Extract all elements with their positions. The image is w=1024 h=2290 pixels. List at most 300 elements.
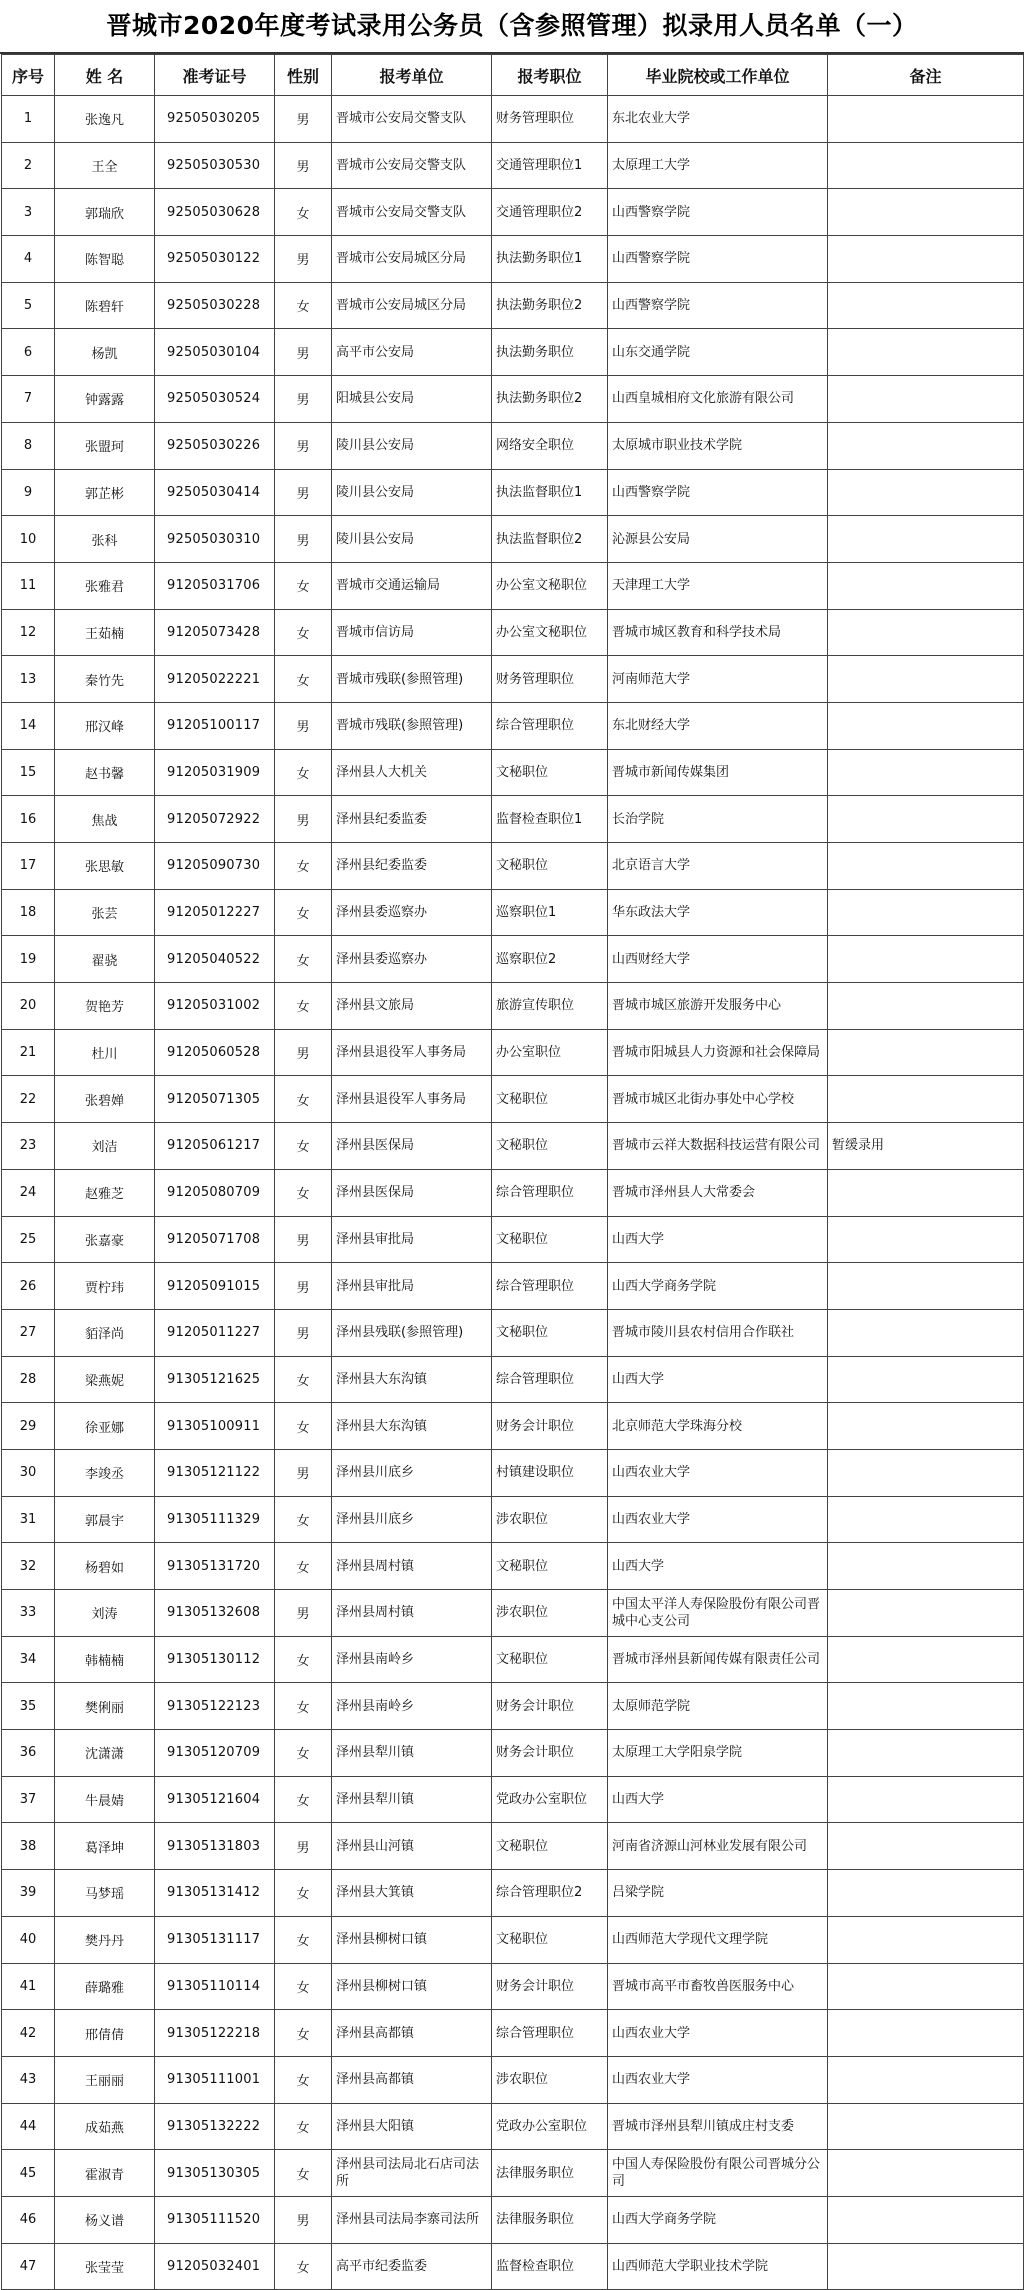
cell-school-or-employer: 晋城市云祥大数据科技运营有限公司 <box>608 1123 828 1170</box>
cell-gender: 男 <box>275 1823 332 1870</box>
cell-gender: 女 <box>275 656 332 703</box>
cell-name: 张嘉豪 <box>55 1216 155 1263</box>
cell-position: 法律服务职位 <box>492 2150 608 2197</box>
table-row <box>2 562 1024 609</box>
cell-unit: 晋城市公安局城区分局 <box>332 282 492 329</box>
cell-remarks <box>828 1683 1024 1730</box>
cell-gender: 女 <box>275 1076 332 1123</box>
cell-gender: 女 <box>275 1169 332 1216</box>
cell-gender: 女 <box>275 1636 332 1683</box>
cell-school-or-employer: 太原理工大学 <box>608 142 828 189</box>
header-school-or-employer: 毕业院校或工作单位 <box>608 55 828 96</box>
cell-name: 韩楠楠 <box>55 1636 155 1683</box>
cell-school-or-employer: 山西农业大学 <box>608 1496 828 1543</box>
cell-remarks <box>828 1356 1024 1403</box>
cell-school-or-employer: 晋城市高平市畜牧兽医服务中心 <box>608 1963 828 2010</box>
table-row <box>2 2243 1024 2290</box>
cell-position: 财务会计职位 <box>492 1403 608 1450</box>
cell-name: 梁燕妮 <box>55 1356 155 1403</box>
cell-school-or-employer: 山西大学 <box>608 1216 828 1263</box>
cell-name: 杜川 <box>55 1029 155 1076</box>
cell-position: 执法勤务职位 <box>492 329 608 376</box>
cell-position: 文秘职位 <box>492 749 608 796</box>
cell-unit: 泽州县川底乡 <box>332 1496 492 1543</box>
cell-exam-id: 91205031909 <box>155 749 275 796</box>
cell-name: 樊丹丹 <box>55 1916 155 1963</box>
cell-remarks <box>828 1029 1024 1076</box>
cell-exam-id: 91205012227 <box>155 889 275 936</box>
cell-position: 综合管理职位2 <box>492 1870 608 1917</box>
cell-position: 涉农职位 <box>492 1496 608 1543</box>
cell-exam-id: 91305111001 <box>155 2056 275 2103</box>
table-row <box>2 1216 1024 1263</box>
cell-index: 38 <box>2 1823 55 1870</box>
table-row <box>2 282 1024 329</box>
cell-index: 23 <box>2 1123 55 1170</box>
cell-name: 霍淑青 <box>55 2150 155 2197</box>
cell-index: 36 <box>2 1730 55 1777</box>
cell-school-or-employer: 山东交通学院 <box>608 329 828 376</box>
cell-index: 18 <box>2 889 55 936</box>
cell-index: 45 <box>2 2150 55 2197</box>
cell-remarks <box>828 656 1024 703</box>
cell-name: 焦战 <box>55 796 155 843</box>
cell-name: 樊俐丽 <box>55 1683 155 1730</box>
cell-school-or-employer: 山西财经大学 <box>608 936 828 983</box>
cell-exam-id: 91205090730 <box>155 843 275 890</box>
cell-index: 5 <box>2 282 55 329</box>
cell-name: 张莹莹 <box>55 2243 155 2290</box>
header-remarks: 备注 <box>828 55 1024 96</box>
cell-index: 41 <box>2 1963 55 2010</box>
table-row <box>2 189 1024 236</box>
cell-gender: 女 <box>275 1496 332 1543</box>
cell-unit: 陵川县公安局 <box>332 516 492 563</box>
cell-gender: 女 <box>275 889 332 936</box>
cell-unit: 泽州县柳树口镇 <box>332 1916 492 1963</box>
table-row <box>2 2103 1024 2150</box>
table-row <box>2 1683 1024 1730</box>
table-row <box>2 1123 1024 1170</box>
table-header <box>2 55 1024 96</box>
cell-remarks <box>828 1590 1024 1637</box>
cell-school-or-employer: 晋城市阳城县人力资源和社会保障局 <box>608 1029 828 1076</box>
cell-remarks <box>828 236 1024 283</box>
cell-exam-id: 91205011227 <box>155 1309 275 1356</box>
cell-position: 综合管理职位 <box>492 2010 608 2057</box>
cell-school-or-employer: 太原城市职业技术学院 <box>608 422 828 469</box>
header-name: 姓 名 <box>55 55 155 96</box>
cell-unit: 泽州县人大机关 <box>332 749 492 796</box>
cell-gender: 女 <box>275 1123 332 1170</box>
table-row <box>2 983 1024 1030</box>
cell-school-or-employer: 长治学院 <box>608 796 828 843</box>
cell-unit: 泽州县山河镇 <box>332 1823 492 1870</box>
cell-index: 29 <box>2 1403 55 1450</box>
cell-gender: 女 <box>275 1403 332 1450</box>
cell-name: 邢汉峰 <box>55 702 155 749</box>
cell-position: 执法监督职位2 <box>492 516 608 563</box>
cell-position: 法律服务职位 <box>492 2196 608 2243</box>
cell-exam-id: 91305132608 <box>155 1590 275 1637</box>
cell-gender: 男 <box>275 422 332 469</box>
cell-index: 10 <box>2 516 55 563</box>
cell-remarks <box>828 1169 1024 1216</box>
cell-gender: 女 <box>275 282 332 329</box>
cell-gender: 男 <box>275 1216 332 1263</box>
cell-remarks <box>828 983 1024 1030</box>
cell-remarks <box>828 282 1024 329</box>
cell-exam-id: 92505030628 <box>155 189 275 236</box>
cell-name: 沈潇潇 <box>55 1730 155 1777</box>
cell-index: 34 <box>2 1636 55 1683</box>
cell-gender: 男 <box>275 376 332 423</box>
cell-unit: 泽州县审批局 <box>332 1216 492 1263</box>
cell-name: 刘洁 <box>55 1123 155 1170</box>
cell-exam-id: 91305132222 <box>155 2103 275 2150</box>
cell-name: 邢倩倩 <box>55 2010 155 2057</box>
cell-gender: 女 <box>275 843 332 890</box>
cell-remarks <box>828 329 1024 376</box>
cell-name: 刘涛 <box>55 1590 155 1637</box>
header-index: 序号 <box>2 55 55 96</box>
cell-exam-id: 92505030122 <box>155 236 275 283</box>
cell-exam-id: 92505030530 <box>155 142 275 189</box>
cell-gender: 女 <box>275 562 332 609</box>
cell-position: 执法勤务职位2 <box>492 376 608 423</box>
cell-exam-id: 91305121122 <box>155 1449 275 1496</box>
cell-remarks <box>828 2243 1024 2290</box>
cell-unit: 晋城市公安局城区分局 <box>332 236 492 283</box>
cell-remarks <box>828 889 1024 936</box>
cell-remarks <box>828 1309 1024 1356</box>
cell-school-or-employer: 山西农业大学 <box>608 2056 828 2103</box>
cell-school-or-employer: 太原理工大学阳泉学院 <box>608 1730 828 1777</box>
cell-unit: 晋城市公安局交警支队 <box>332 142 492 189</box>
cell-gender: 男 <box>275 1263 332 1310</box>
cell-gender: 女 <box>275 2056 332 2103</box>
cell-school-or-employer: 山西警察学院 <box>608 469 828 516</box>
cell-exam-id: 91205071708 <box>155 1216 275 1263</box>
header-gender: 性别 <box>275 55 332 96</box>
cell-unit: 泽州县犁川镇 <box>332 1776 492 1823</box>
cell-index: 2 <box>2 142 55 189</box>
cell-remarks <box>828 2150 1024 2197</box>
table-row <box>2 936 1024 983</box>
cell-index: 33 <box>2 1590 55 1637</box>
cell-name: 郭瑞欣 <box>55 189 155 236</box>
header-exam-id: 准考证号 <box>155 55 275 96</box>
cell-position: 财务会计职位 <box>492 1963 608 2010</box>
cell-school-or-employer: 晋城市泽州县新闻传媒有限责任公司 <box>608 1636 828 1683</box>
cell-unit: 泽州县周村镇 <box>332 1543 492 1590</box>
cell-gender: 女 <box>275 936 332 983</box>
cell-name: 杨碧如 <box>55 1543 155 1590</box>
cell-position: 文秘职位 <box>492 1076 608 1123</box>
cell-remarks <box>828 1636 1024 1683</box>
cell-school-or-employer: 天津理工大学 <box>608 562 828 609</box>
cell-unit: 高平市公安局 <box>332 329 492 376</box>
cell-school-or-employer: 山西大学商务学院 <box>608 2196 828 2243</box>
cell-school-or-employer: 山西大学 <box>608 1356 828 1403</box>
cell-school-or-employer: 太原师范学院 <box>608 1683 828 1730</box>
cell-school-or-employer: 晋城市城区北街办事处中心学校 <box>608 1076 828 1123</box>
cell-remarks <box>828 1916 1024 1963</box>
table-row <box>2 2196 1024 2243</box>
table-row <box>2 2056 1024 2103</box>
cell-index: 15 <box>2 749 55 796</box>
cell-exam-id: 91305121625 <box>155 1356 275 1403</box>
cell-school-or-employer: 吕梁学院 <box>608 1870 828 1917</box>
cell-gender: 男 <box>275 1590 332 1637</box>
cell-remarks <box>828 2103 1024 2150</box>
cell-position: 巡察职位2 <box>492 936 608 983</box>
cell-name: 牛晨婧 <box>55 1776 155 1823</box>
cell-position: 办公室文秘职位 <box>492 562 608 609</box>
cell-gender: 女 <box>275 189 332 236</box>
cell-school-or-employer: 山西师范大学现代文理学院 <box>608 1916 828 1963</box>
cell-index: 4 <box>2 236 55 283</box>
header-unit: 报考单位 <box>332 55 492 96</box>
cell-gender: 男 <box>275 469 332 516</box>
cell-remarks <box>828 2056 1024 2103</box>
cell-exam-id: 91305122123 <box>155 1683 275 1730</box>
cell-name: 张芸 <box>55 889 155 936</box>
cell-school-or-employer: 山西大学商务学院 <box>608 1263 828 1310</box>
cell-gender: 女 <box>275 1870 332 1917</box>
cell-gender: 男 <box>275 1309 332 1356</box>
cell-remarks <box>828 1730 1024 1777</box>
cell-position: 文秘职位 <box>492 1216 608 1263</box>
table-row <box>2 1916 1024 1963</box>
cell-name: 貊泽尚 <box>55 1309 155 1356</box>
table-row <box>2 1309 1024 1356</box>
cell-index: 13 <box>2 656 55 703</box>
cell-position: 监督检查职位 <box>492 2243 608 2290</box>
cell-exam-id: 92505030414 <box>155 469 275 516</box>
cell-position: 党政办公室职位 <box>492 2103 608 2150</box>
cell-index: 14 <box>2 702 55 749</box>
cell-name: 张雅君 <box>55 562 155 609</box>
cell-remarks <box>828 2010 1024 2057</box>
header-row <box>2 55 1024 96</box>
cell-name: 陈碧轩 <box>55 282 155 329</box>
cell-position: 办公室职位 <box>492 1029 608 1076</box>
cell-unit: 陵川县公安局 <box>332 422 492 469</box>
cell-name: 秦竹先 <box>55 656 155 703</box>
cell-name: 李竣丞 <box>55 1449 155 1496</box>
cell-index: 12 <box>2 609 55 656</box>
cell-exam-id: 91305122218 <box>155 2010 275 2057</box>
cell-remarks <box>828 796 1024 843</box>
cell-gender: 女 <box>275 1543 332 1590</box>
table-row <box>2 1029 1024 1076</box>
cell-index: 19 <box>2 936 55 983</box>
cell-name: 王丽丽 <box>55 2056 155 2103</box>
cell-index: 25 <box>2 1216 55 1263</box>
cell-position: 文秘职位 <box>492 1543 608 1590</box>
document-title: 晋城市2020年度考试录用公务员（含参照管理）拟录用人员名单（一） <box>0 0 1024 54</box>
cell-remarks <box>828 422 1024 469</box>
cell-school-or-employer: 中国人寿保险股份有限公司晋城分公司 <box>608 2150 828 2197</box>
cell-index: 26 <box>2 1263 55 1310</box>
cell-gender: 男 <box>275 1029 332 1076</box>
cell-position: 网络安全职位 <box>492 422 608 469</box>
cell-unit: 泽州县司法局李寨司法所 <box>332 2196 492 2243</box>
cell-remarks <box>828 469 1024 516</box>
table-row <box>2 843 1024 890</box>
cell-gender: 男 <box>275 329 332 376</box>
cell-remarks <box>828 516 1024 563</box>
cell-position: 交通管理职位2 <box>492 189 608 236</box>
cell-school-or-employer: 山西大学 <box>608 1543 828 1590</box>
cell-position: 文秘职位 <box>492 1309 608 1356</box>
cell-remarks <box>828 936 1024 983</box>
cell-index: 16 <box>2 796 55 843</box>
cell-position: 文秘职位 <box>492 1823 608 1870</box>
cell-name: 王茹楠 <box>55 609 155 656</box>
cell-gender: 女 <box>275 749 332 796</box>
cell-remarks <box>828 1403 1024 1450</box>
cell-index: 28 <box>2 1356 55 1403</box>
cell-school-or-employer: 中国太平洋人寿保险股份有限公司晋城中心支公司 <box>608 1590 828 1637</box>
cell-index: 44 <box>2 2103 55 2150</box>
cell-unit: 泽州县医保局 <box>332 1123 492 1170</box>
cell-remarks <box>828 1216 1024 1263</box>
cell-exam-id: 91205032401 <box>155 2243 275 2290</box>
cell-remarks: 暂缓录用 <box>828 1123 1024 1170</box>
cell-exam-id: 91205040522 <box>155 936 275 983</box>
cell-remarks <box>828 749 1024 796</box>
cell-position: 财务管理职位 <box>492 96 608 143</box>
cell-position: 财务管理职位 <box>492 656 608 703</box>
cell-index: 32 <box>2 1543 55 1590</box>
cell-exam-id: 91205072922 <box>155 796 275 843</box>
cell-school-or-employer: 晋城市陵川县农村信用合作联社 <box>608 1309 828 1356</box>
cell-unit: 晋城市残联(参照管理) <box>332 702 492 749</box>
cell-gender: 女 <box>275 2103 332 2150</box>
table-row <box>2 796 1024 843</box>
cell-index: 39 <box>2 1870 55 1917</box>
table-row <box>2 749 1024 796</box>
cell-position: 村镇建设职位 <box>492 1449 608 1496</box>
cell-remarks <box>828 189 1024 236</box>
cell-unit: 泽州县犁川镇 <box>332 1730 492 1777</box>
cell-school-or-employer: 河南省济源山河林业发展有限公司 <box>608 1823 828 1870</box>
cell-index: 42 <box>2 2010 55 2057</box>
cell-exam-id: 91305131803 <box>155 1823 275 1870</box>
cell-index: 9 <box>2 469 55 516</box>
cell-school-or-employer: 东北农业大学 <box>608 96 828 143</box>
cell-name: 赵书馨 <box>55 749 155 796</box>
cell-position: 旅游宣传职位 <box>492 983 608 1030</box>
cell-gender: 男 <box>275 2196 332 2243</box>
cell-name: 葛泽坤 <box>55 1823 155 1870</box>
cell-index: 7 <box>2 376 55 423</box>
cell-index: 3 <box>2 189 55 236</box>
cell-unit: 泽州县高都镇 <box>332 2010 492 2057</box>
cell-index: 30 <box>2 1449 55 1496</box>
cell-school-or-employer: 山西警察学院 <box>608 282 828 329</box>
cell-exam-id: 91205071305 <box>155 1076 275 1123</box>
cell-position: 涉农职位 <box>492 1590 608 1637</box>
cell-name: 薛璐雅 <box>55 1963 155 2010</box>
cell-unit: 晋城市残联(参照管理) <box>332 656 492 703</box>
cell-remarks <box>828 376 1024 423</box>
table-row <box>2 422 1024 469</box>
cell-index: 17 <box>2 843 55 890</box>
table-row <box>2 142 1024 189</box>
cell-unit: 泽州县委巡察办 <box>332 936 492 983</box>
cell-gender: 男 <box>275 796 332 843</box>
cell-unit: 泽州县纪委监委 <box>332 843 492 890</box>
cell-name: 赵雅芝 <box>55 1169 155 1216</box>
cell-unit: 阳城县公安局 <box>332 376 492 423</box>
table-row <box>2 2150 1024 2197</box>
cell-school-or-employer: 晋城市泽州县犁川镇成庄村支委 <box>608 2103 828 2150</box>
cell-unit: 泽州县大箕镇 <box>332 1870 492 1917</box>
cell-exam-id: 92505030310 <box>155 516 275 563</box>
cell-exam-id: 91305131117 <box>155 1916 275 1963</box>
table-row <box>2 1776 1024 1823</box>
cell-exam-id: 91205091015 <box>155 1263 275 1310</box>
cell-index: 21 <box>2 1029 55 1076</box>
cell-exam-id: 92505030226 <box>155 422 275 469</box>
cell-school-or-employer: 北京师范大学珠海分校 <box>608 1403 828 1450</box>
header-position: 报考职位 <box>492 55 608 96</box>
table-row <box>2 1823 1024 1870</box>
cell-school-or-employer: 山西皇城相府文化旅游有限公司 <box>608 376 828 423</box>
cell-remarks <box>828 1076 1024 1123</box>
cell-position: 涉农职位 <box>492 2056 608 2103</box>
table-row <box>2 2010 1024 2057</box>
cell-school-or-employer: 晋城市泽州县人大常委会 <box>608 1169 828 1216</box>
table-row <box>2 889 1024 936</box>
table-body <box>2 96 1024 2290</box>
cell-unit: 泽州县南岭乡 <box>332 1636 492 1683</box>
cell-gender: 女 <box>275 1356 332 1403</box>
cell-name: 王全 <box>55 142 155 189</box>
cell-index: 47 <box>2 2243 55 2290</box>
cell-exam-id: 92505030205 <box>155 96 275 143</box>
cell-exam-id: 91305131720 <box>155 1543 275 1590</box>
cell-name: 成茹燕 <box>55 2103 155 2150</box>
cell-unit: 泽州县审批局 <box>332 1263 492 1310</box>
cell-remarks <box>828 702 1024 749</box>
cell-gender: 女 <box>275 1963 332 2010</box>
cell-name: 翟骁 <box>55 936 155 983</box>
cell-unit: 泽州县文旅局 <box>332 983 492 1030</box>
table-row <box>2 516 1024 563</box>
cell-gender: 男 <box>275 516 332 563</box>
cell-unit: 泽州县周村镇 <box>332 1590 492 1637</box>
cell-gender: 女 <box>275 1683 332 1730</box>
cell-unit: 晋城市交通运输局 <box>332 562 492 609</box>
cell-school-or-employer: 山西师范大学职业技术学院 <box>608 2243 828 2290</box>
cell-unit: 泽州县柳树口镇 <box>332 1963 492 2010</box>
cell-name: 杨义谱 <box>55 2196 155 2243</box>
cell-position: 党政办公室职位 <box>492 1776 608 1823</box>
table-row <box>2 1169 1024 1216</box>
cell-school-or-employer: 山西警察学院 <box>608 189 828 236</box>
cell-exam-id: 91205073428 <box>155 609 275 656</box>
cell-exam-id: 91305121604 <box>155 1776 275 1823</box>
cell-school-or-employer: 河南师范大学 <box>608 656 828 703</box>
cell-unit: 泽州县司法局北石店司法所 <box>332 2150 492 2197</box>
cell-remarks <box>828 1543 1024 1590</box>
cell-school-or-employer: 华东政法大学 <box>608 889 828 936</box>
cell-unit: 泽州县委巡察办 <box>332 889 492 936</box>
